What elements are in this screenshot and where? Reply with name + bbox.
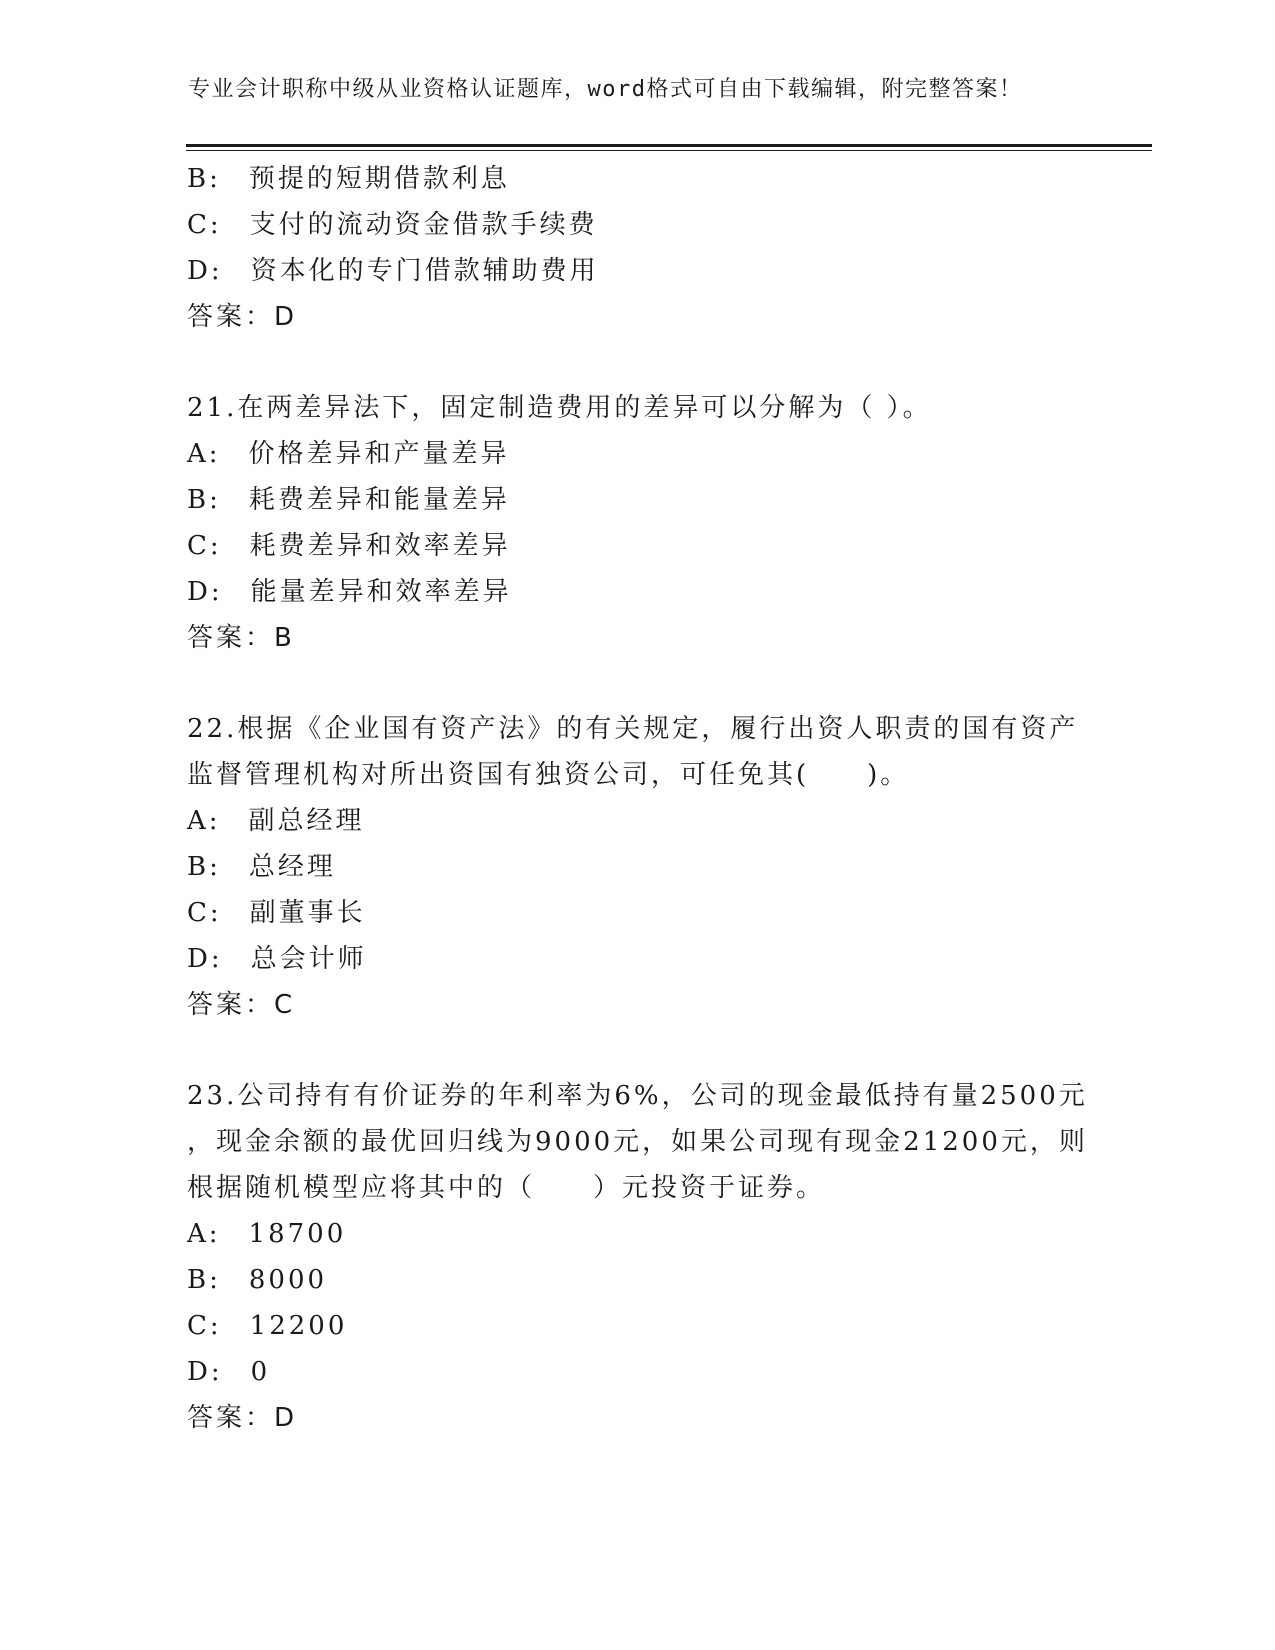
option-text: 支付的流动资金借款手续费 [249, 210, 598, 240]
option-label: C: [187, 531, 222, 561]
option-label: D: [187, 944, 223, 974]
option-label: D: [187, 577, 223, 607]
option [187, 156, 1087, 202]
option-text: 12200 [249, 1311, 348, 1341]
question-stem: ，现金余额的最优回归线为9000元，如果公司现有现金21200元，则 [187, 1127, 1088, 1157]
option [187, 1257, 1087, 1303]
answer: 答案：D [187, 1403, 298, 1433]
option-label: A: [187, 806, 221, 836]
option-text: 能量差异和效率差异 [250, 577, 512, 607]
option-label: A: [187, 439, 221, 469]
question-23 [187, 1073, 1087, 1441]
option [187, 431, 1087, 477]
option-label: C: [187, 1311, 222, 1341]
option-text: 价格差异和产量差异 [248, 439, 510, 469]
option-text: 8000 [248, 1265, 328, 1295]
option-text: 预提的短期借款利息 [248, 164, 510, 194]
option [187, 202, 1087, 248]
option-label: B: [187, 852, 221, 882]
answer: 答案：D [187, 302, 298, 332]
option [187, 890, 1087, 936]
option-text: 总经理 [248, 852, 336, 882]
option [187, 1349, 1087, 1395]
question-21 [187, 385, 1087, 661]
option-text: 副总经理 [248, 806, 365, 836]
option-text: 耗费差异和效率差异 [249, 531, 511, 561]
question-stem: 22.根据《企业国有资产法》的有关规定，履行出资人职责的国有资产 [187, 714, 1079, 744]
question-content [187, 156, 1087, 1441]
header-rule [186, 144, 1152, 147]
option [187, 1211, 1087, 1257]
option-label: B: [187, 485, 221, 515]
question-stem: 23.公司持有有价证券的年利率为6%，公司的现金最低持有量2500元 [187, 1081, 1088, 1111]
option-text: 耗费差异和能量差异 [248, 485, 510, 515]
option [187, 844, 1087, 890]
option [187, 798, 1087, 844]
option [187, 1303, 1087, 1349]
question-22 [187, 706, 1087, 1028]
option-label: D: [187, 256, 223, 286]
answer: 答案：B [187, 623, 295, 653]
option [187, 569, 1087, 615]
option [187, 248, 1087, 294]
option [187, 477, 1087, 523]
option-label: C: [187, 898, 222, 928]
question-stem: 监督管理机构对所出资国有独资公司，可任免其( )。 [187, 760, 910, 790]
option-label: B: [187, 164, 221, 194]
option-text: 0 [250, 1357, 271, 1387]
question-stem: 21.在两差异法下，固定制造费用的差异可以分解为（ ）。 [187, 393, 932, 423]
option-label: C: [187, 210, 222, 240]
header-rule-secondary [186, 150, 1152, 151]
question-20-continuation [187, 156, 1087, 340]
option-text: 资本化的专门借款辅助费用 [250, 256, 599, 286]
question-stem: 根据随机模型应将其中的（ ）元投资于证券。 [187, 1173, 826, 1203]
option-text: 18700 [248, 1219, 347, 1249]
option-text: 总会计师 [250, 944, 367, 974]
option-label: B: [187, 1265, 221, 1295]
page-header: 专业会计职称中级从业资格认证题库，word格式可自由下载编辑，附完整答案！ [188, 77, 1023, 102]
option [187, 936, 1087, 982]
option-text: 副董事长 [249, 898, 366, 928]
option-label: D: [187, 1357, 223, 1387]
option-label: A: [187, 1219, 221, 1249]
option [187, 523, 1087, 569]
answer: 答案：C [187, 990, 296, 1020]
